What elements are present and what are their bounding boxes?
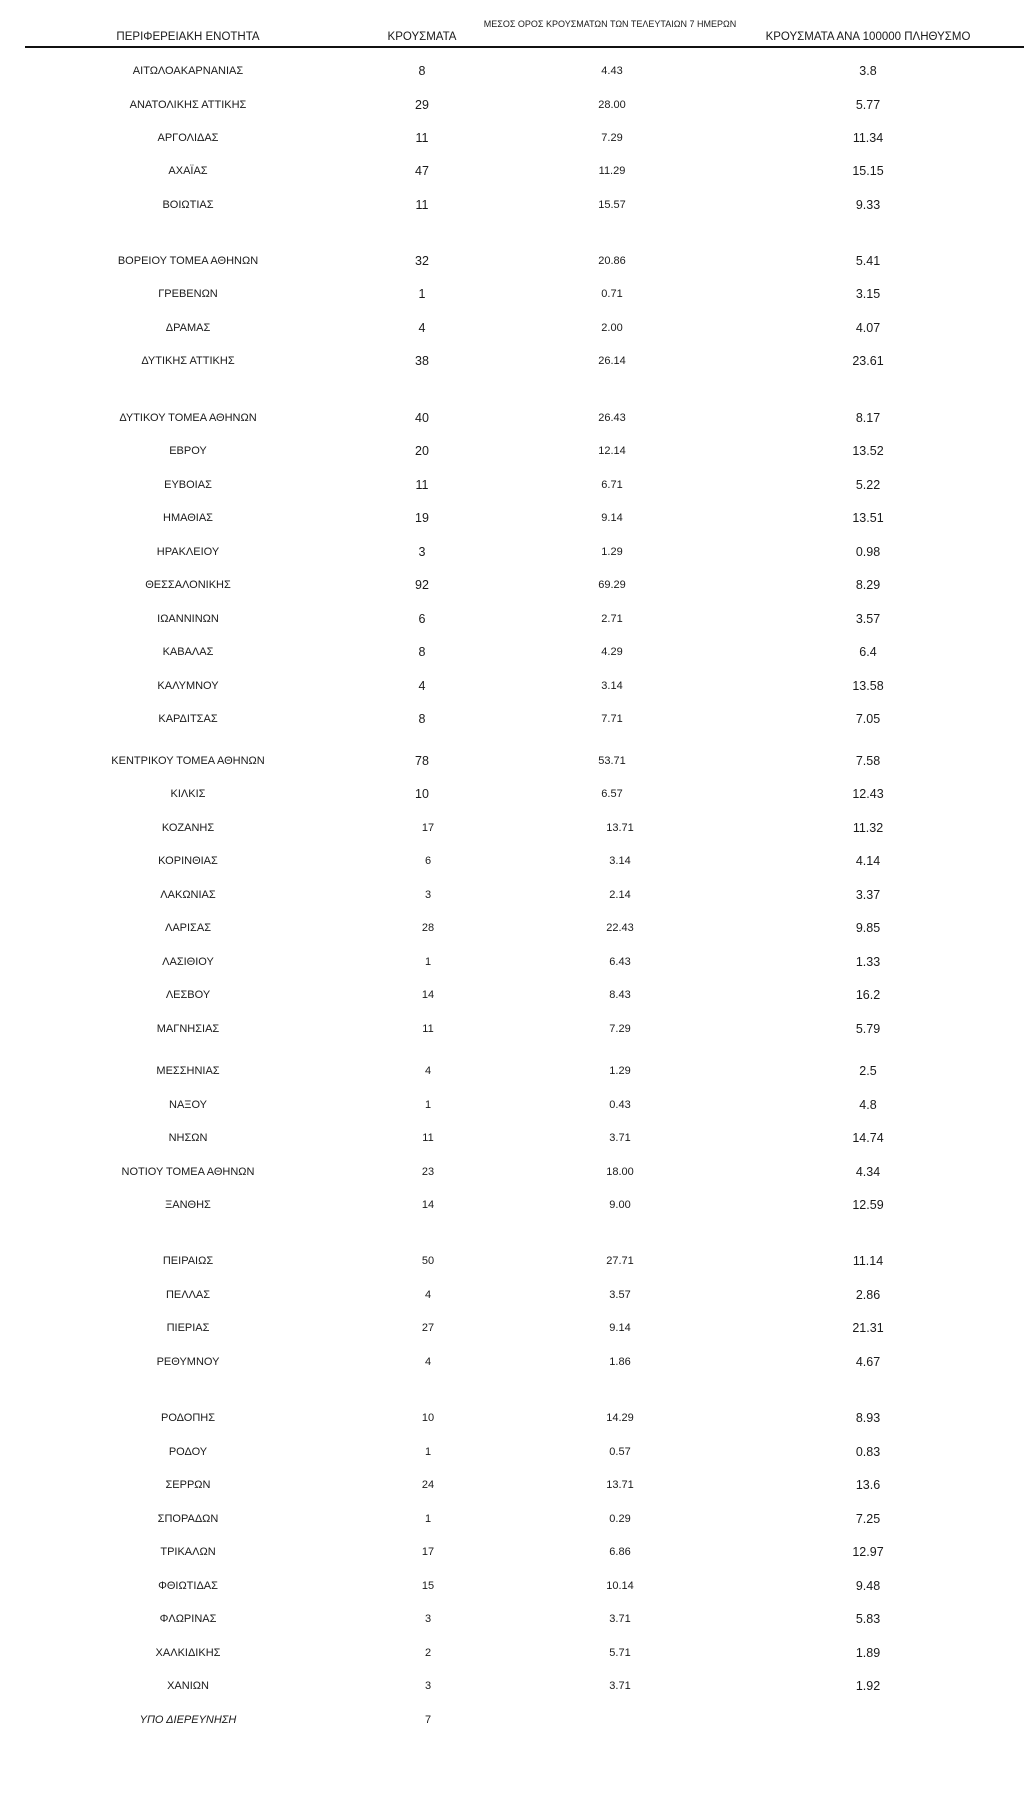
cell-cases: 17: [421, 822, 435, 834]
cell-cases: 15: [421, 1580, 435, 1592]
cell-region: ΘΕΣΣΑΛΟΝΙΚΗΣ: [145, 579, 231, 591]
cell-cases: 4: [424, 1289, 432, 1301]
cell-per100k: 9.85: [855, 921, 881, 935]
cell-region: ΚΑΡΔΙΤΣΑΣ: [158, 713, 218, 725]
cell-avg7: 0.57: [609, 1446, 631, 1458]
cell-per100k: 5.22: [855, 478, 881, 492]
cell-per100k: 8.17: [855, 411, 881, 425]
cell-region: ΝΑΞΟΥ: [169, 1099, 207, 1111]
cell-avg7: 6.71: [601, 479, 623, 491]
table-row: [0, 477, 1024, 493]
cell-avg7: 2.71: [601, 613, 623, 625]
cell-region: ΒΟΙΩΤΙΑΣ: [162, 199, 214, 211]
cell-region: ΛΕΣΒΟΥ: [165, 989, 211, 1001]
cell-avg7: 0.29: [609, 1513, 631, 1525]
table-row: [0, 1097, 1024, 1113]
header-cases: ΚΡΟΥΣΜΑΤΑ: [387, 31, 457, 43]
cell-region: ΓΡΕΒΕΝΩΝ: [158, 288, 218, 300]
cell-region: ΝΟΤΙΟΥ ΤΟΜΕΑ ΑΘΗΝΩΝ: [121, 1166, 255, 1178]
cell-region: ΜΕΣΣΗΝΙΑΣ: [156, 1065, 220, 1077]
cell-region: ΑΡΓΟΛΙΔΑΣ: [157, 132, 219, 144]
cell-avg7: 3.71: [609, 1132, 631, 1144]
header-per100k: ΚΡΟΥΣΜΑΤΑ ΑΝΑ 100000 ΠΛΗΘΥΣΜΟ: [765, 31, 971, 43]
cell-cases: 3: [424, 1613, 432, 1625]
cell-avg7: 7.71: [601, 713, 623, 725]
cell-region: ΚΑΛΥΜΝΟΥ: [157, 680, 219, 692]
cell-region: ΑΧΑΪΑΣ: [168, 165, 208, 177]
cell-cases: 6: [424, 855, 432, 867]
cell-region: ΚΟΡΙΝΘΙΑΣ: [158, 855, 218, 867]
cell-cases: 11: [415, 131, 429, 145]
cell-per100k: 5.41: [855, 254, 881, 268]
cell-region: ΣΕΡΡΩΝ: [165, 1479, 211, 1491]
cell-region: ΡΟΔΟΥ: [168, 1446, 208, 1458]
cell-avg7: 18.00: [606, 1166, 634, 1178]
table-row: [0, 887, 1024, 903]
cell-cases: 10: [415, 787, 429, 801]
cell-region: ΛΑΣΙΘΙΟΥ: [162, 956, 214, 968]
cell-region: ΣΠΟΡΑΔΩΝ: [157, 1513, 219, 1525]
cell-cases: 1: [418, 287, 426, 301]
table-row: [0, 1130, 1024, 1146]
table-row: [0, 853, 1024, 869]
table-row: [0, 1712, 1024, 1728]
cell-cases: 19: [415, 511, 429, 525]
cell-cases: 14: [421, 1199, 435, 1211]
cell-per100k: 9.33: [855, 198, 881, 212]
cell-cases: 1: [424, 1099, 432, 1111]
cell-cases: 24: [421, 1479, 435, 1491]
cell-per100k: 5.79: [855, 1022, 881, 1036]
cell-per100k: 4.34: [855, 1165, 881, 1179]
table-row: [0, 163, 1024, 179]
cell-avg7: 7.29: [609, 1023, 631, 1035]
cell-region: ΔΡΑΜΑΣ: [165, 322, 211, 334]
cell-per100k: 3.8: [859, 64, 877, 78]
header-rule: [25, 46, 1024, 48]
cell-cases: 4: [418, 321, 426, 335]
table-row: [0, 1354, 1024, 1370]
header-region: ΠΕΡΙΦΕΡΕΙΑΚΗ ΕΝΟΤΗΤΑ: [116, 31, 260, 43]
table-row: [0, 1197, 1024, 1213]
cell-cases: 8: [418, 712, 426, 726]
cell-per100k: 16.2: [855, 988, 881, 1002]
table-row: [0, 286, 1024, 302]
cell-per100k: 14.74: [852, 1131, 884, 1145]
table-row: [0, 711, 1024, 727]
cell-per100k: 6.4: [859, 645, 877, 659]
table-row: [0, 1320, 1024, 1336]
cell-avg7: 0.71: [601, 288, 623, 300]
cell-per100k: 7.05: [855, 712, 881, 726]
cell-per100k: 3.57: [855, 612, 881, 626]
table-row: [0, 544, 1024, 560]
table-row: [0, 1578, 1024, 1594]
cell-cases: 20: [415, 444, 429, 458]
cell-per100k: 13.52: [852, 444, 884, 458]
cell-per100k: 4.07: [855, 321, 881, 335]
table-row: [0, 410, 1024, 426]
cell-cases: 2: [424, 1647, 432, 1659]
table-row: [0, 1164, 1024, 1180]
cell-cases: 4: [424, 1065, 432, 1077]
cell-region: ΦΘΙΩΤΙΔΑΣ: [158, 1580, 218, 1592]
cell-cases: 3: [424, 1680, 432, 1692]
cell-region: ΙΩΑΝΝΙΝΩΝ: [157, 613, 219, 625]
cell-avg7: 10.14: [606, 1580, 634, 1592]
table-row: [0, 753, 1024, 769]
cell-cases: 4: [418, 679, 426, 693]
cell-region: ΕΒΡΟΥ: [169, 445, 207, 457]
cell-avg7: 9.14: [609, 1322, 631, 1334]
cell-cases: 11: [422, 1132, 434, 1144]
table-row: [0, 920, 1024, 936]
cell-cases: 6: [418, 612, 426, 626]
cell-avg7: 26.14: [598, 355, 626, 367]
cell-avg7: 6.86: [609, 1546, 631, 1558]
cell-region: ΔΥΤΙΚΟΥ ΤΟΜΕΑ ΑΘΗΝΩΝ: [119, 412, 257, 424]
table-row: [0, 1611, 1024, 1627]
cell-per100k: 15.15: [852, 164, 884, 178]
cell-avg7: 7.29: [601, 132, 623, 144]
cell-region: ΚΕΝΤΡΙΚΟΥ ΤΟΜΕΑ ΑΘΗΝΩΝ: [111, 755, 265, 767]
table-row: [0, 987, 1024, 1003]
cell-per100k: 7.58: [855, 754, 881, 768]
table-row: [0, 320, 1024, 336]
cell-cases: 4: [424, 1356, 432, 1368]
cell-region: ΞΑΝΘΗΣ: [165, 1199, 211, 1211]
cell-region: ΠΕΛΛΑΣ: [165, 1289, 211, 1301]
cell-region: ΔΥΤΙΚΗΣ ΑΤΤΙΚΗΣ: [141, 355, 235, 367]
cell-per100k: 2.5: [859, 1064, 877, 1078]
cell-cases: 23: [421, 1166, 435, 1178]
cell-per100k: 8.29: [855, 578, 881, 592]
table-row: [0, 1021, 1024, 1037]
cell-region: ΧΑΝΙΩΝ: [167, 1680, 209, 1692]
cell-cases: 10: [421, 1412, 435, 1424]
table-row: [0, 510, 1024, 526]
cell-cases: 47: [415, 164, 429, 178]
table-row: [0, 197, 1024, 213]
cell-region: ΛΑΡΙΣΑΣ: [164, 922, 211, 934]
table-row: [0, 130, 1024, 146]
cell-cases: 92: [415, 578, 429, 592]
cell-per100k: 0.98: [855, 545, 881, 559]
cell-region: ΗΡΑΚΛΕΙΟΥ: [156, 546, 220, 558]
cell-region: ΠΙΕΡΙΑΣ: [166, 1322, 210, 1334]
cell-per100k: 8.93: [855, 1411, 881, 1425]
cell-cases: 38: [415, 354, 429, 368]
cell-per100k: 1.33: [855, 955, 881, 969]
cell-region: ΝΗΣΩΝ: [168, 1132, 208, 1144]
cell-per100k: 13.58: [852, 679, 884, 693]
header-avg7: ΜΕΣΟΣ ΟΡΟΣ ΚΡΟΥΣΜΑΤΩΝ ΤΩΝ ΤΕΛΕΥΤΑΙΩΝ 7 ΗΜΕΡΩΝ: [483, 19, 737, 29]
cell-per100k: 1.89: [855, 1646, 881, 1660]
cell-avg7: 2.14: [609, 889, 631, 901]
table-row: [0, 1287, 1024, 1303]
cell-avg7: 8.43: [609, 989, 631, 1001]
cell-per100k: 5.83: [855, 1612, 881, 1626]
cell-cases: 1: [424, 956, 432, 968]
cell-avg7: 6.57: [601, 788, 623, 800]
cell-region: ΠΕΙΡΑΙΩΣ: [162, 1255, 214, 1267]
cell-cases: 11: [422, 1023, 434, 1035]
table-row: [0, 954, 1024, 970]
cell-cases: 3: [418, 545, 426, 559]
cell-avg7: 13.71: [606, 822, 634, 834]
cell-per100k: 7.25: [855, 1512, 881, 1526]
cell-per100k: 11.34: [852, 131, 884, 145]
cell-region: ΚΟΖΑΝΗΣ: [161, 822, 215, 834]
cell-per100k: 4.67: [855, 1355, 881, 1369]
table-row: [0, 1678, 1024, 1694]
cell-avg7: 27.71: [606, 1255, 634, 1267]
cell-cases: 40: [415, 411, 429, 425]
cell-avg7: 69.29: [598, 579, 626, 591]
cell-cases: 28: [421, 922, 435, 934]
cell-cases: 11: [415, 478, 429, 492]
cell-per100k: 12.97: [852, 1545, 884, 1559]
cell-cases: 8: [418, 645, 426, 659]
cell-cases: 1: [424, 1446, 432, 1458]
table-row: [0, 611, 1024, 627]
table-row: [0, 1253, 1024, 1269]
cell-per100k: 12.43: [852, 787, 884, 801]
cell-cases: 78: [415, 754, 429, 768]
table-row: [0, 253, 1024, 269]
cell-per100k: 4.8: [859, 1098, 877, 1112]
table-row: [0, 1544, 1024, 1560]
cell-avg7: 3.57: [609, 1289, 631, 1301]
cell-cases: 17: [421, 1546, 435, 1558]
table-row: [0, 1511, 1024, 1527]
table-row: [0, 1645, 1024, 1661]
cell-region: ΑΝΑΤΟΛΙΚΗΣ ΑΤΤΙΚΗΣ: [129, 99, 247, 111]
table-row: [0, 63, 1024, 79]
table-row: [0, 786, 1024, 802]
cell-region: ΤΡΙΚΑΛΩΝ: [160, 1546, 216, 1558]
cell-avg7: 12.14: [598, 445, 626, 457]
cell-avg7: 6.43: [609, 956, 631, 968]
table-row: [0, 577, 1024, 593]
cell-avg7: 4.29: [601, 646, 623, 658]
cell-per100k: 21.31: [852, 1321, 884, 1335]
cell-cases: 11: [415, 198, 429, 212]
cell-region: ΜΑΓΝΗΣΙΑΣ: [156, 1023, 220, 1035]
cell-avg7: 5.71: [609, 1647, 631, 1659]
cell-per100k: 13.6: [855, 1478, 881, 1492]
cell-avg7: 22.43: [606, 922, 634, 934]
cell-per100k: 11.32: [852, 821, 884, 835]
cell-per100k: 13.51: [852, 511, 884, 525]
cell-region: ΧΑΛΚΙΔΙΚΗΣ: [155, 1647, 221, 1659]
cell-per100k: 3.37: [855, 888, 881, 902]
cell-avg7: 9.00: [609, 1199, 631, 1211]
cell-region: ΗΜΑΘΙΑΣ: [163, 512, 213, 524]
cell-per100k: 11.14: [852, 1254, 884, 1268]
cell-per100k: 3.15: [855, 287, 881, 301]
cell-cases: 3: [424, 889, 432, 901]
cell-region: ΕΥΒΟΙΑΣ: [164, 479, 212, 491]
cell-avg7: 1.29: [609, 1065, 631, 1077]
cell-avg7: 15.57: [598, 199, 626, 211]
cell-avg7: 28.00: [598, 99, 626, 111]
cell-per100k: 1.92: [855, 1679, 881, 1693]
cell-avg7: 1.86: [609, 1356, 631, 1368]
cell-region: ΡΕΘΥΜΝΟΥ: [156, 1356, 220, 1368]
cell-region: ΥΠΟ ΔΙΕΡΕΥΝΗΣΗ: [139, 1714, 237, 1726]
cell-region: ΚΙΛΚΙΣ: [170, 788, 206, 800]
table-row: [0, 678, 1024, 694]
cell-avg7: 26.43: [598, 412, 626, 424]
table-row: [0, 97, 1024, 113]
cell-avg7: 3.71: [609, 1680, 631, 1692]
cell-avg7: 14.29: [606, 1412, 634, 1424]
cell-region: ΒΟΡΕΙΟΥ ΤΟΜΕΑ ΑΘΗΝΩΝ: [117, 255, 259, 267]
cell-per100k: 23.61: [852, 354, 884, 368]
table-row: [0, 1444, 1024, 1460]
cell-per100k: 0.83: [855, 1445, 881, 1459]
cell-region: ΡΟΔΟΠΗΣ: [160, 1412, 216, 1424]
cell-per100k: 9.48: [855, 1579, 881, 1593]
cell-cases: 14: [421, 989, 435, 1001]
cell-avg7: 20.86: [598, 255, 626, 267]
cell-cases: 7: [424, 1714, 432, 1726]
cell-avg7: 9.14: [601, 512, 623, 524]
cell-cases: 50: [421, 1255, 435, 1267]
cell-avg7: 3.71: [609, 1613, 631, 1625]
cell-per100k: 4.14: [855, 854, 881, 868]
cell-per100k: 2.86: [855, 1288, 881, 1302]
table-row: [0, 443, 1024, 459]
cell-region: ΛΑΚΩΝΙΑΣ: [160, 889, 216, 901]
table-row: [0, 1063, 1024, 1079]
table-row: [0, 353, 1024, 369]
cell-avg7: 13.71: [606, 1479, 634, 1491]
cell-avg7: 11.29: [598, 165, 626, 177]
cell-avg7: 4.43: [601, 65, 623, 77]
cell-region: ΑΙΤΩΛΟΑΚΑΡΝΑΝΙΑΣ: [132, 65, 244, 77]
table-row: [0, 820, 1024, 836]
cell-cases: 27: [421, 1322, 435, 1334]
cell-cases: 32: [415, 254, 429, 268]
table-row: [0, 1410, 1024, 1426]
cell-per100k: 5.77: [855, 98, 881, 112]
cell-avg7: 3.14: [609, 855, 631, 867]
cell-cases: 29: [415, 98, 429, 112]
cell-avg7: 1.29: [601, 546, 623, 558]
cell-region: ΚΑΒΑΛΑΣ: [162, 646, 214, 658]
table-row: [0, 644, 1024, 660]
cell-avg7: 0.43: [609, 1099, 631, 1111]
cell-avg7: 53.71: [598, 755, 626, 767]
table-row: [0, 1477, 1024, 1493]
cell-cases: 8: [418, 64, 426, 78]
cell-avg7: 3.14: [601, 680, 623, 692]
cell-avg7: 2.00: [601, 322, 623, 334]
cell-per100k: 12.59: [852, 1198, 884, 1212]
cell-cases: 1: [424, 1513, 432, 1525]
cell-region: ΦΛΩΡΙΝΑΣ: [159, 1613, 217, 1625]
